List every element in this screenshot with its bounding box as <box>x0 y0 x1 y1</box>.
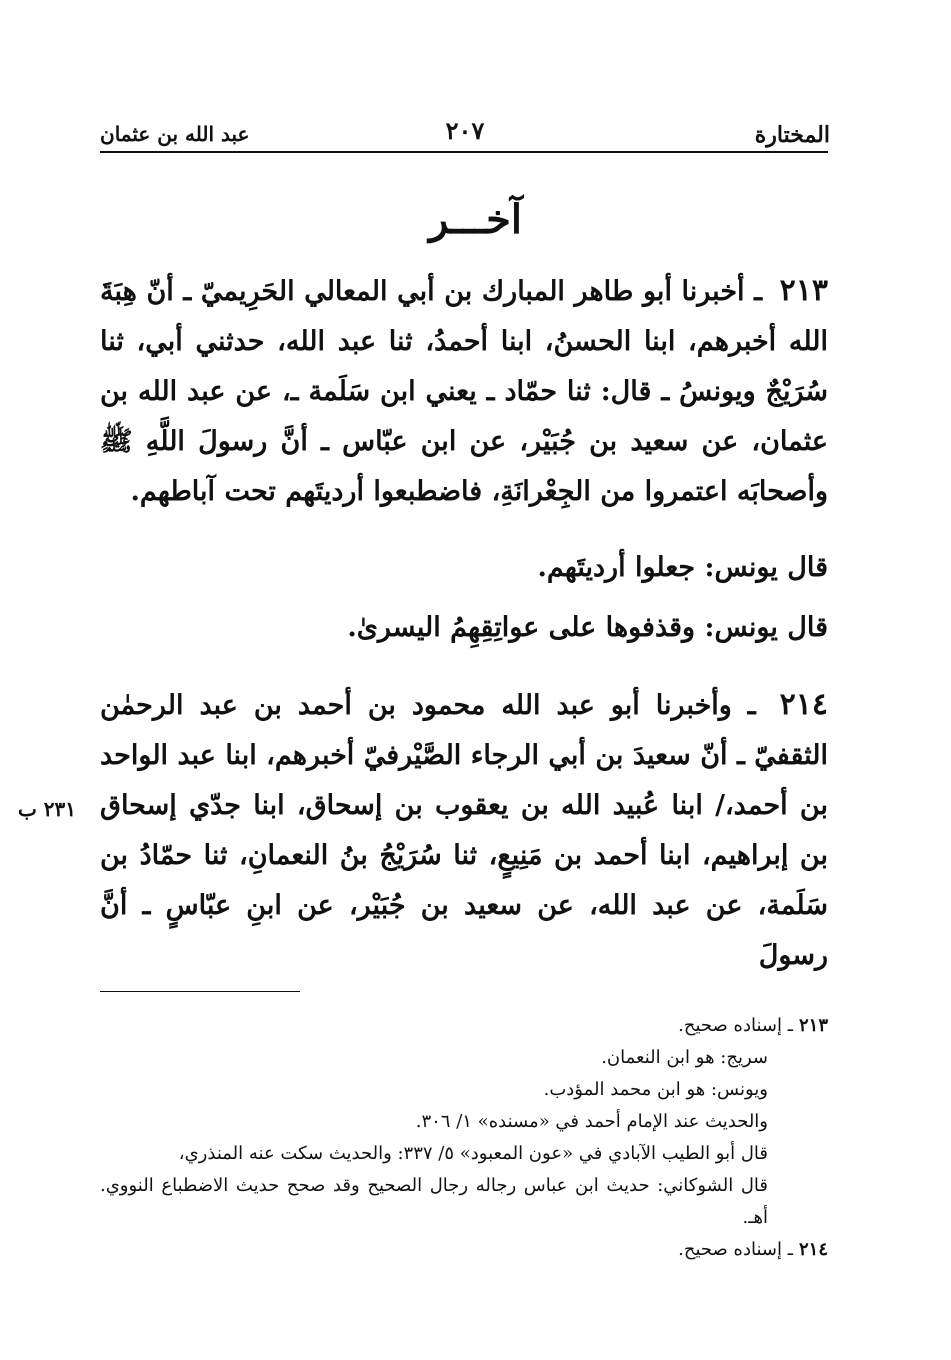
footnote-line: ٢١٣ـ إسناده صحيح. <box>678 1015 828 1036</box>
hadith-number: ٢١٣ <box>779 273 828 308</box>
page-number: ٢٠٧ <box>445 116 485 145</box>
book-title: المختارة <box>754 122 830 148</box>
footnote-line: قال الشوكاني: حديث ابن عباس رجاله رجال الصحيح وقد صحح حديث الاضطباع النووي. أهـ. <box>100 1175 768 1228</box>
footnote-line: قال أبو الطيب الآبادي في «عون المعبود» ٥/ ٣٣٧: والحديث سكت عنه المنذري، <box>178 1143 768 1164</box>
section-name: عبد الله بن عثمان <box>100 122 250 146</box>
footnote-line: والحديث عند الإمام أحمد في «مسنده» ١/ ٣٠٦. <box>415 1111 768 1132</box>
hadith-number: ٢١٤ <box>779 687 829 722</box>
footnotes <box>100 1010 828 1266</box>
narrator-note-2: قال يونس: وقذفوها على عواتِقِهِمُ اليسرىٰ. <box>347 612 828 643</box>
section-title: آخـــر <box>428 196 523 243</box>
hadith-214 <box>100 680 828 981</box>
hadith-text: ـ وأخبرنا أبو عبد الله محمود بن أحمد بن عبد الرحمٰن الثقفيّ ـ أنّ سعيدَ بن أبي الرجاء الصَّيْرفيّ أخبرهم، ابنا عبد الواحد بن أحمد،/ ابنا عُبيد الله بن يعقوب بن إسحاق، ابنا جدّي إسحاق بن إبراهيم، ابنا أحمد بن مَنِيعٍ، ثنا سُرَيْجُ بنُ النعمانِ، ثنا حمّادُ بن سَلَمة، عن عبد الله، عن سعيد بن جُبَيْر، عن ابنِ عبّاسٍ ـ أنَّ رسولَ <box>100 690 828 971</box>
footnote-line: ويونس: هو ابن محمد المؤدب. <box>543 1079 768 1100</box>
footnote-number: ٢١٤ <box>798 1239 828 1260</box>
footnote-number: ٢١٣ <box>798 1015 828 1036</box>
running-header <box>100 112 830 152</box>
footnote-line: ٢١٤ـ إسناده صحيح. <box>678 1239 828 1260</box>
footnote-line: سريج: هو ابن النعمان. <box>601 1047 768 1068</box>
hadith-text: ـ أخبرنا أبو طاهر المبارك بن أبي المعالي الحَرِيميّ ـ أنّ هِبَةَ الله أخبرهم، ابنا الحسنُ، ابنا أحمدُ، ثنا عبد الله، حدثني أبي، ثنا سُرَيْجٌ ويونسُ ـ قال: ثنا حمّاد ـ يعني ابن سَلَمة ـ، عن عبد الله بن عثمان، عن سعيد بن جُبَيْر، عن ابن عبّاس ـ أنَّ رسولَ اللَّهِ ﷺ وأصحابَه اعتمروا من الجِعْرانَةِ، فاضطبعوا أرديتَهم تحت آباطهم. <box>100 276 828 507</box>
header-divider <box>100 151 828 153</box>
narrator-note-1: قال يونس: جعلوا أرديتَهم. <box>537 552 828 583</box>
manuscript-folio-note: ٢٣١ ب <box>18 797 77 821</box>
hadith-213 <box>100 266 828 517</box>
footnote-divider <box>100 991 300 992</box>
